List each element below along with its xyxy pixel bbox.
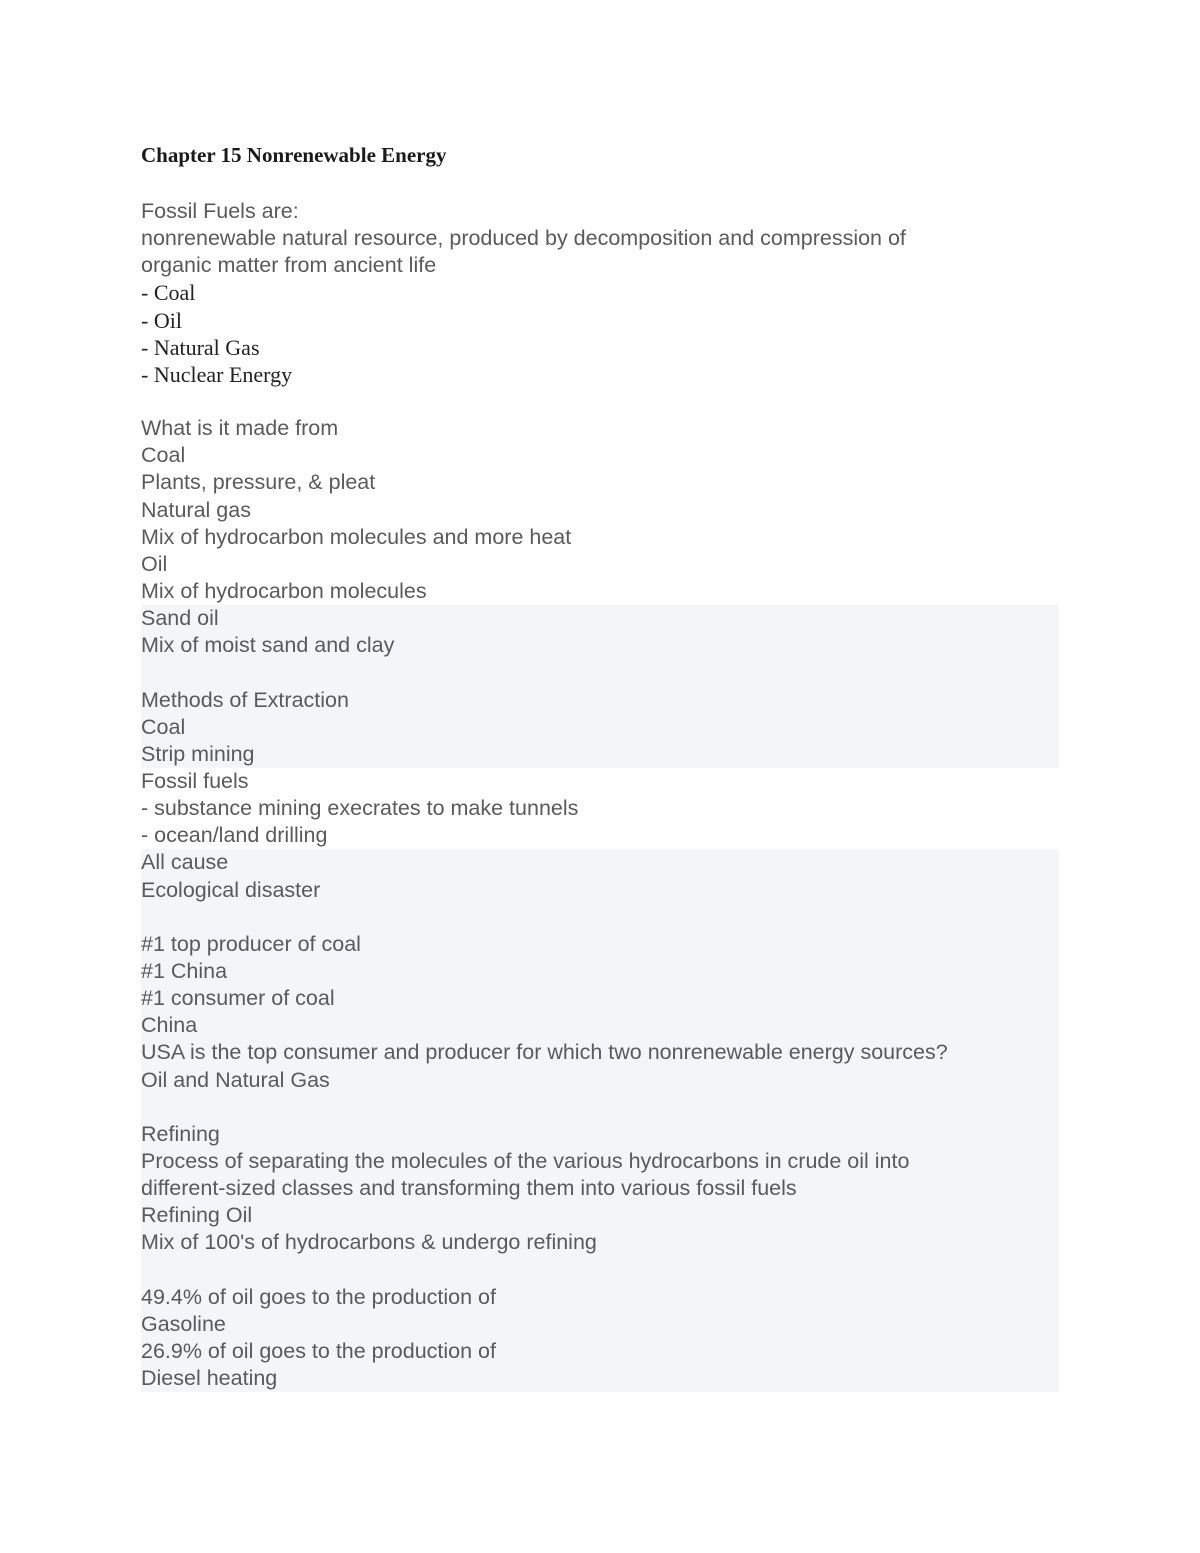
text-line: Mix of hydrocarbon molecules [141,578,427,603]
text-line: organic matter from ancient life [141,253,437,278]
text-line: Gasoline [141,1311,226,1336]
text-line: - Coal [141,280,196,306]
text-line: Strip mining [141,741,255,766]
page-title: Chapter 15 Nonrenewable Energy [141,143,447,167]
text-line: Process of separating the molecules of the various hydrocarbons in crude oil into [141,1148,910,1173]
text-line: What is it made from [141,416,339,441]
text-line: - Oil [141,307,182,333]
text-line: Natural gas [141,497,251,522]
text-line: Fossil fuels [141,768,249,793]
text-line: Oil and Natural Gas [141,1067,330,1092]
text-line: - Natural Gas [141,334,260,360]
text-line: nonrenewable natural resource, produced by decomposition and compression of [141,226,906,251]
text-line: USA is the top consumer and producer for which two nonrenewable energy sources? [141,1040,948,1065]
text-line: - ocean/land drilling [141,823,328,848]
text-line: Oil [141,551,168,576]
text-line: Mix of moist sand and clay [141,633,395,658]
text-line: Coal [141,443,186,468]
text-line: - Nuclear Energy [141,361,293,387]
text-line: Diesel heating [141,1366,278,1391]
text-line: Refining Oil [141,1203,253,1228]
text-line: Plants, pressure, & pleat [141,470,376,495]
text-line: - substance mining execrates to make tunnels [141,796,579,821]
text-line: #1 top producer of coal [141,931,361,956]
text-line: Fossil Fuels are: [141,199,299,223]
blank-line [141,1256,1059,1283]
text-line: Mix of hydrocarbon molecules and more heat [141,524,572,549]
text-line: #1 China [141,958,228,983]
text-line: Coal [141,714,186,739]
text-line: #1 consumer of coal [141,986,335,1011]
text-line: different-sized classes and transforming them into various fossil fuels [141,1176,797,1201]
text-line: Methods of Extraction [141,687,349,712]
text-line: Ecological disaster [141,877,321,902]
text-line: 26.9% of oil goes to the production of [141,1338,496,1363]
blank-line [141,1094,1059,1121]
text-line: All cause [141,850,229,875]
text-line: Refining [141,1121,220,1146]
blank-line [141,659,1059,686]
document-body [141,198,1059,1392]
text-line: Sand oil [141,606,219,631]
text-line: Mix of 100's of hydrocarbons & undergo refining [141,1230,597,1255]
blank-line [141,904,1059,931]
text-line: China [141,1013,198,1038]
blank-line [141,388,1059,415]
text-line: 49.4% of oil goes to the production of [141,1284,496,1309]
